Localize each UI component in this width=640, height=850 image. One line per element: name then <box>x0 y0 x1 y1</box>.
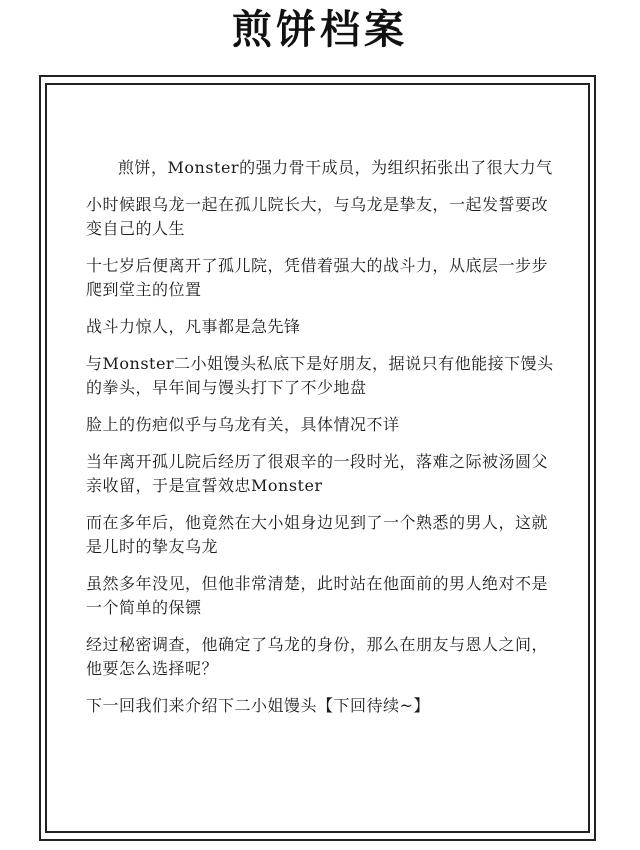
paragraph-dilemma: 经过秘密调查，他确定了乌龙的身份，那么在朋友与恩人之间，他要怎么选择呢？ <box>86 635 549 678</box>
paragraph-intro: 煎饼，Monster的强力骨干成员，为组织拓张出了很大力气 <box>118 158 553 177</box>
paragraph-suspicion: 虽然多年没见，但他非常清楚，此时站在他面前的男人绝对不是一个简单的保镖 <box>86 574 549 617</box>
paragraph-childhood: 小时候跟乌龙一起在孤儿院长大，与乌龙是挚友，一起发誓要改变自己的人生 <box>86 195 549 238</box>
paragraph-scar: 脸上的伤疤似乎与乌龙有关，具体情况不详 <box>86 415 400 434</box>
paragraph-reunion: 而在多年后，他竟然在大小姐身边见到了一个熟悉的男人，这就是儿时的挚友乌龙 <box>86 513 549 556</box>
paragraph-rise: 十七岁后便离开了孤儿院，凭借着强大的战斗力，从底层一步步爬到堂主的位置 <box>86 256 549 299</box>
profile-text-body <box>86 156 564 731</box>
paragraph-combat: 战斗力惊人，凡事都是急先锋 <box>86 317 301 336</box>
paragraph-loyalty: 当年离开孤儿院后经历了很艰辛的一段时光，落难之际被汤圆父亲收留，于是宣誓效忠Monster <box>86 452 549 495</box>
page-title: 煎饼档案 <box>232 7 408 53</box>
paragraph-next-episode: 下一回我们来介绍下二小姐馒头【下回待续~】 <box>86 696 430 715</box>
paragraph-friendship: 与Monster二小姐馒头私底下是好朋友，据说只有他能接下馒头的拳头，早年间与馒头打下了不少地盘 <box>86 354 554 397</box>
